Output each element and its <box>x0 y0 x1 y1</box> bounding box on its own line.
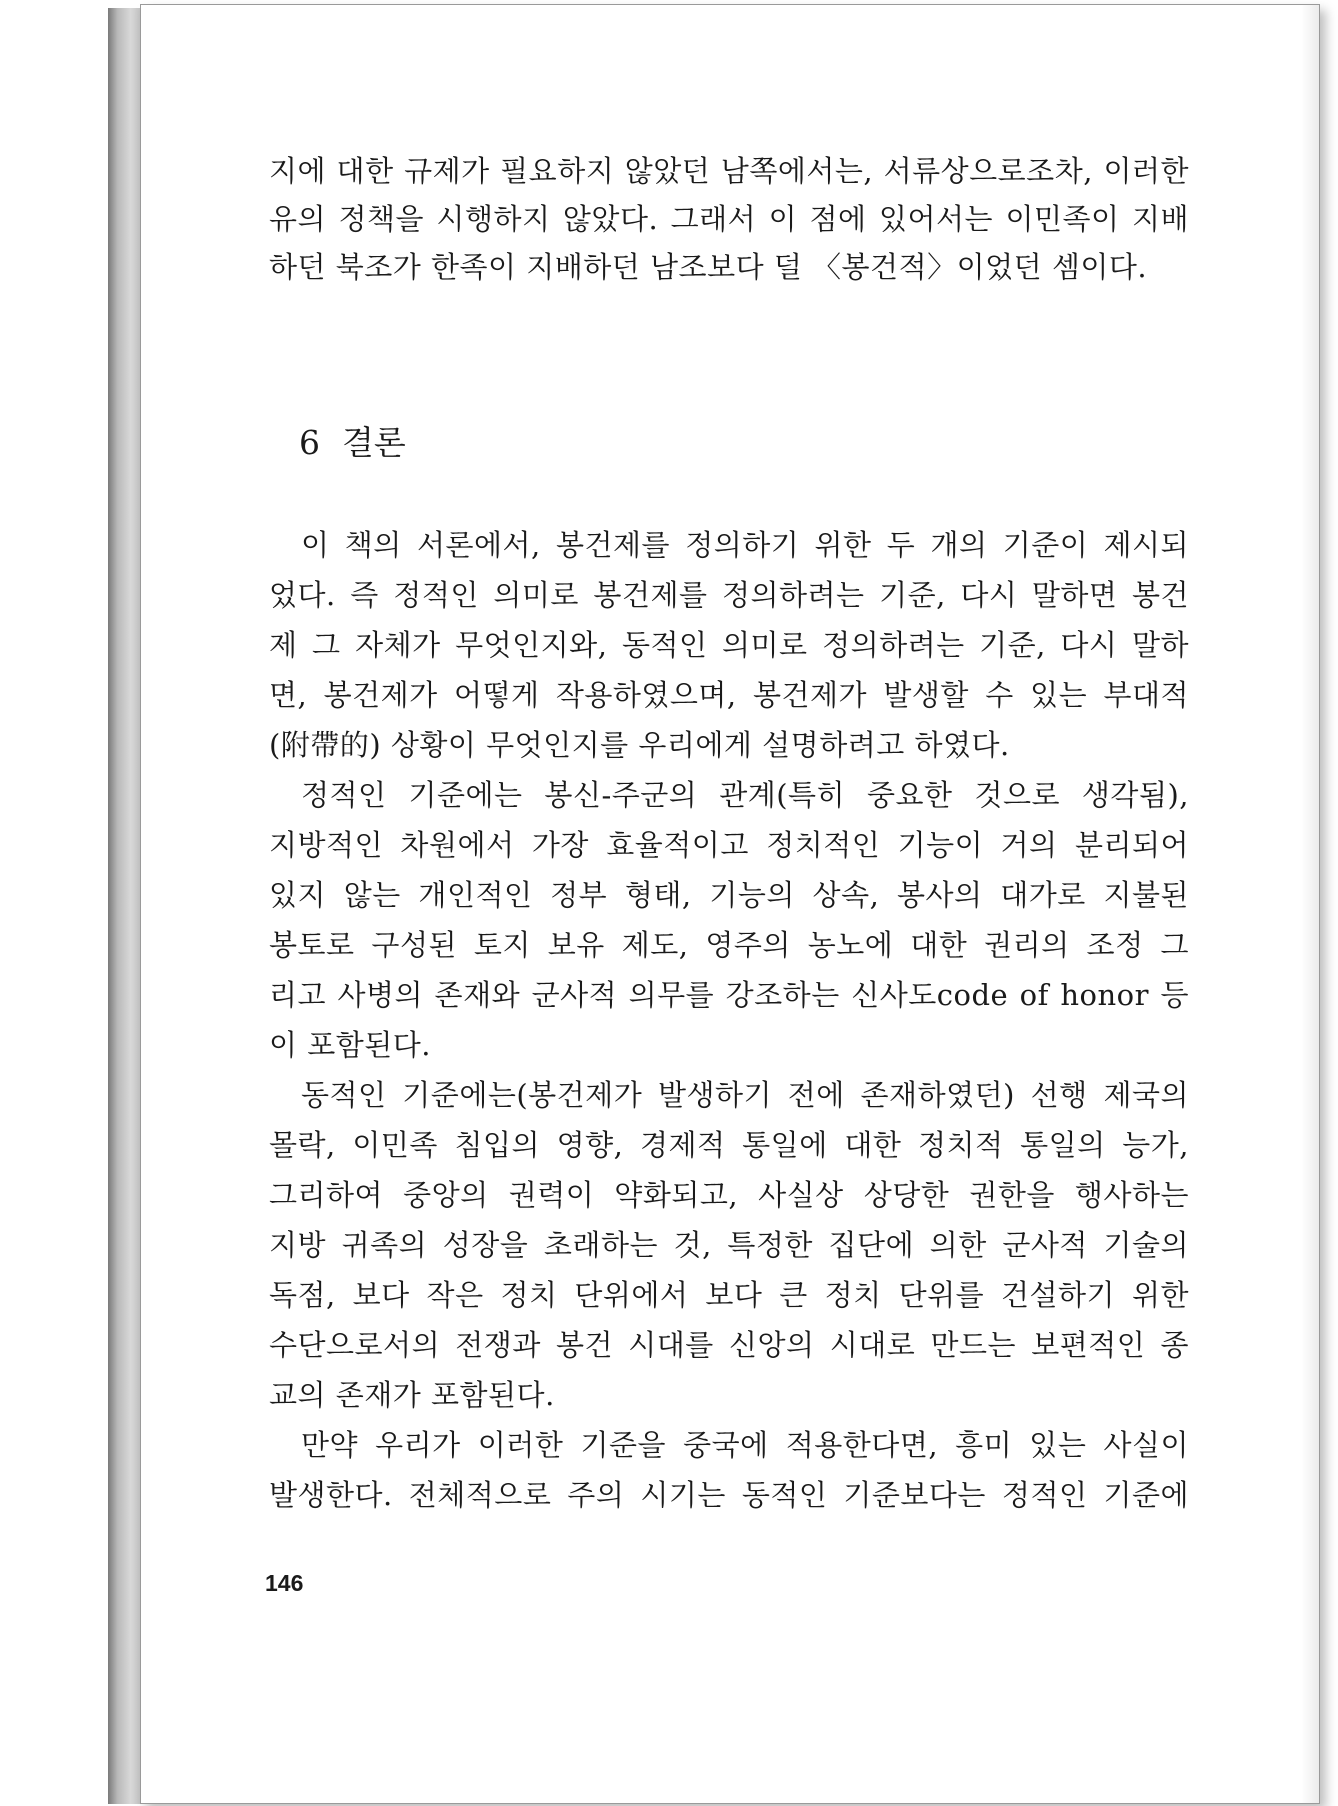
text-line: 동적인 기준에는(봉건제가 발생하기 전에 존재하였던) 선행 제국의 <box>301 1078 1189 1112</box>
text-line: 수단으로서의 전쟁과 봉건 시대를 신앙의 시대로 만드는 보편적인 종 <box>269 1328 1189 1362</box>
section-number: 6 <box>299 423 320 462</box>
text-line: 면, 봉건제가 어떻게 작용하였으며, 봉건제가 발생할 수 있는 부대적 <box>269 678 1189 712</box>
text-line: 있지 않는 개인적인 정부 형태, 기능의 상속, 봉사의 대가로 지불된 <box>269 878 1189 912</box>
text-line: 정적인 기준에는 봉신-주군의 관계(특히 중요한 것으로 생각됨), <box>301 778 1189 812</box>
text-line: 유의 정책을 시행하지 않았다. 그래서 이 점에 있어서는 이민족이 지배 <box>269 202 1189 236</box>
text-line: 독점, 보다 작은 정치 단위에서 보다 큰 정치 단위를 건설하기 위한 <box>269 1278 1189 1312</box>
text-line: 교의 존재가 포함된다. <box>269 1378 555 1412</box>
book-spine <box>108 8 140 1804</box>
text-line: 었다. 즉 정적인 의미로 봉건제를 정의하려는 기준, 다시 말하면 봉건 <box>269 578 1189 612</box>
text-line: 봉토로 구성된 토지 보유 제도, 영주의 농노에 대한 권리의 조정 그 <box>269 928 1189 962</box>
text-line: 지에 대한 규제가 필요하지 않았던 남쪽에서는, 서류상으로조차, 이러한 <box>269 154 1189 188</box>
text-line: 리고 사병의 존재와 군사적 의무를 강조하는 신사도code of honor 등 <box>269 978 1189 1012</box>
text-line: 그리하여 중앙의 권력이 약화되고, 사실상 상당한 권한을 행사하는 <box>269 1178 1189 1212</box>
text-line: 제 그 자체가 무엇인지와, 동적인 의미로 정의하려는 기준, 다시 말하 <box>269 628 1189 662</box>
page-number: 146 <box>265 1570 304 1596</box>
text-line: 만약 우리가 이러한 기준을 중국에 적용한다면, 흥미 있는 사실이 <box>301 1428 1189 1462</box>
text-line: (附帶的) 상황이 무엇인지를 우리에게 설명하려고 하였다. <box>269 728 1010 762</box>
section-title: 결론 <box>342 423 406 462</box>
text-line: 지방적인 차원에서 가장 효율적이고 정치적인 기능이 거의 분리되어 <box>269 828 1189 862</box>
book-page <box>140 4 1320 1804</box>
page-edge-shadow <box>1301 5 1319 1803</box>
section-heading <box>299 417 406 464</box>
text-line: 하던 북조가 한족이 지배하던 남조보다 덜 〈봉건적〉이었던 셈이다. <box>269 250 1148 284</box>
text-line: 이 책의 서론에서, 봉건제를 정의하기 위한 두 개의 기준이 제시되 <box>301 528 1189 562</box>
text-line: 지방 귀족의 성장을 초래하는 것, 특정한 집단에 의한 군사적 기술의 <box>269 1228 1189 1262</box>
text-line: 이 포함된다. <box>269 1028 432 1062</box>
text-line: 발생한다. 전체적으로 주의 시기는 동적인 기준보다는 정적인 기준에 <box>269 1478 1189 1512</box>
text-line: 몰락, 이민족 침입의 영향, 경제적 통일에 대한 정치적 통일의 능가, <box>269 1128 1189 1162</box>
